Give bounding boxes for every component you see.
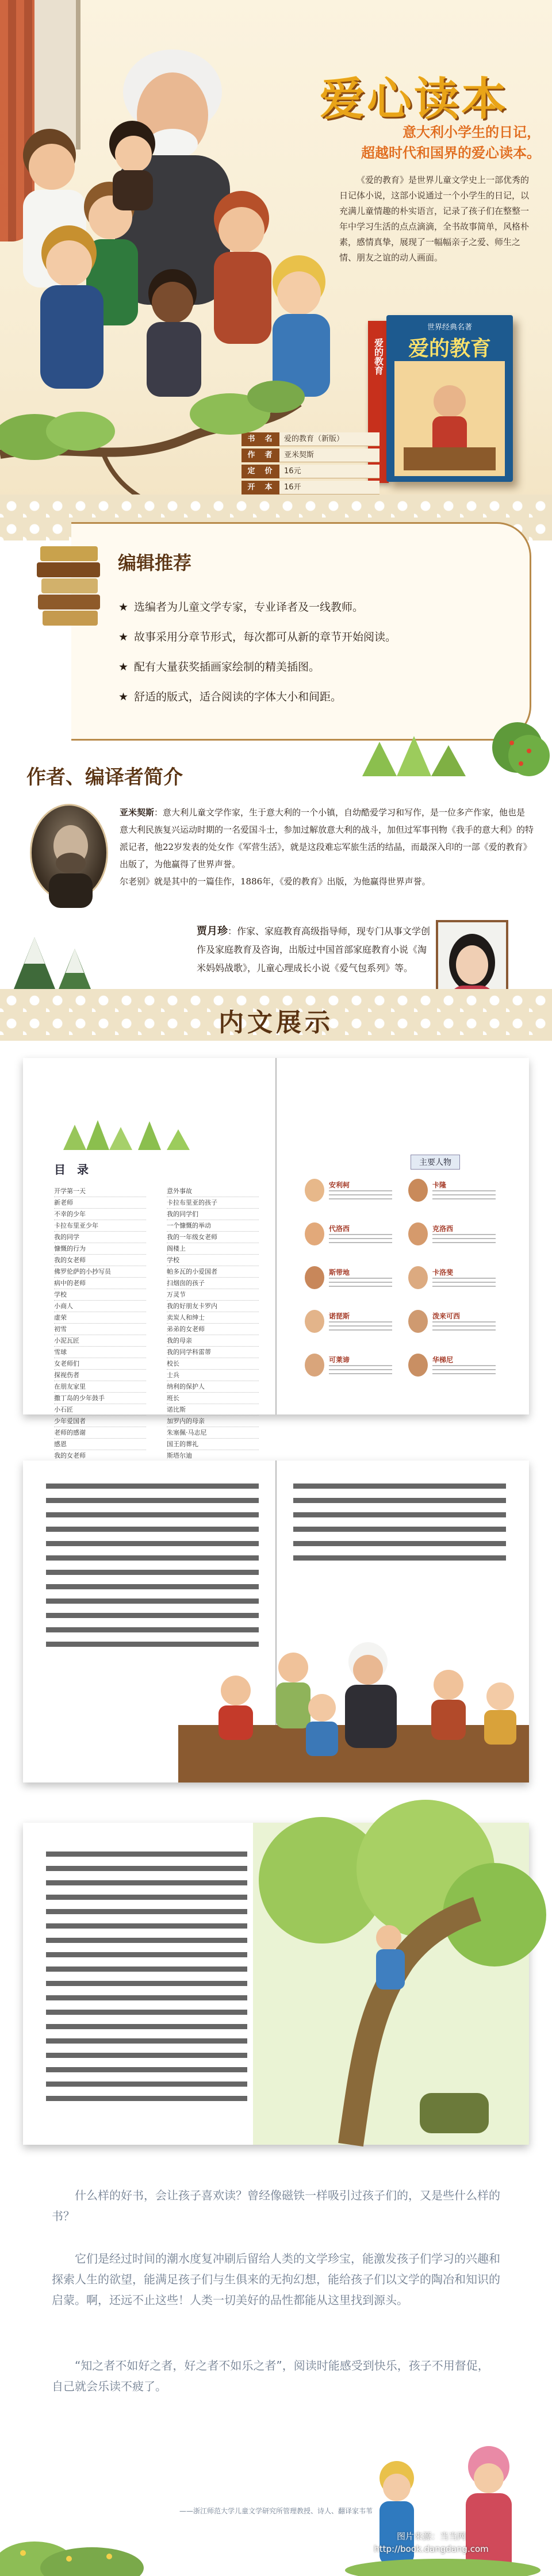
toc-entry: 探视伤者 <box>54 1370 146 1381</box>
info-key: 定 价 <box>241 465 279 478</box>
showcase-title: 内文展示 <box>218 1008 334 1037</box>
character-item <box>408 1179 500 1205</box>
book-intro: 《爱的教育》是世界儿童文学史上一部优秀的日记体小说，这部小说通过一个小学生的日记，以充满儿童情趣的朴实语言，记录了孩子们在整整一年中学习生活的点点滴滴，全书故事简单，风格朴素，感情真挚，展现了一幅幅亲子之爱、师生之情、朋友之谊的动人画面。 <box>339 175 530 263</box>
character-item <box>305 1266 397 1293</box>
toc-entry: 国王的葬礼 <box>167 1439 259 1450</box>
character-item <box>408 1354 500 1380</box>
recommend-item <box>118 652 509 682</box>
character-name: 泼来可西 <box>432 1312 461 1320</box>
toc-entry: 感恩 <box>54 1439 146 1450</box>
character-name: 安利柯 <box>329 1181 350 1189</box>
character-item <box>305 1310 397 1336</box>
book-spine-title: 爱的教育 <box>373 338 384 375</box>
character-portrait <box>408 1310 428 1333</box>
character-item <box>305 1354 397 1380</box>
sample-spread-classroom <box>23 1460 529 1782</box>
toc-heading: 目 录 <box>54 1163 89 1176</box>
toc-entry: 病中的老师 <box>54 1278 146 1289</box>
watermark-line-2: http://book.dangdang.com <box>374 2544 489 2554</box>
star-icon: ★ <box>118 691 129 703</box>
character-description <box>432 1190 496 1202</box>
toc-entry: 小石匠 <box>54 1404 146 1416</box>
recommend-item-text: 舒适的版式，适合阅读的字体大小和间距。 <box>134 691 342 703</box>
watermark-line-1: 图片来源：当当网 <box>396 2531 466 2542</box>
tree-climbing-illustration <box>253 1823 529 2145</box>
hero-subtitle <box>322 122 540 163</box>
character-portrait <box>305 1310 324 1333</box>
toc-entry: 我的女老师 <box>54 1450 146 1462</box>
info-value: 爱的教育（新版） <box>279 432 379 446</box>
character-name: 诺琵斯 <box>329 1312 350 1320</box>
character-description <box>432 1278 496 1289</box>
toc-entry: 慷慨的行为 <box>54 1243 146 1255</box>
books-stack-icon <box>34 535 103 632</box>
recommend-item <box>118 682 509 712</box>
closing-paragraph-2: 它们是经过时间的潮水度复冲刷后留给人类的文学珍宝，能激发孩子们学习的兴趣和探索人生的欲望，能满足孩子们与生俱来的无拘幻想，能给孩子们以文学的陶冶和知识的启蒙。啊，还远不止这些！人类一切美好的品性都能从这里找到源头。 <box>52 2252 500 2307</box>
toc-entry: 我的女老师 <box>54 1255 146 1266</box>
toc-entry: 新老师 <box>54 1197 146 1209</box>
toc-entry: 在朋友家里 <box>54 1381 146 1393</box>
character-portrait <box>408 1266 428 1289</box>
toc-entry: 学校 <box>54 1289 146 1301</box>
closing-paragraph-3: “知之者不如好之者，好之者不如乐之者”，阅读时能感受到快乐，孩子不用督促，自己就会乐读不疲了。 <box>52 2359 489 2393</box>
toc-trees-decoration <box>57 1116 207 1156</box>
toc-entry: 万灵节 <box>167 1289 259 1301</box>
toc-entry: 我的同学们 <box>167 1209 259 1220</box>
author-bio <box>120 804 534 890</box>
toc-entry: 一个慷慨的举动 <box>167 1220 259 1232</box>
page-fold <box>275 1058 277 1414</box>
info-key: 书 名 <box>241 432 279 446</box>
toc-entry: 我的母亲 <box>167 1335 259 1347</box>
toc-entry: 朱塞佩·马志尼 <box>167 1427 259 1439</box>
character-item <box>305 1179 397 1205</box>
toc-entry: 老师的感谢 <box>54 1427 146 1439</box>
toc-entry: 卡拉布里亚的孩子 <box>167 1197 259 1209</box>
toc-entry: 不幸的少年 <box>54 1209 146 1220</box>
info-key: 作 者 <box>241 448 279 462</box>
subtitle-line-2: 超越时代和国界的爱心读本。 <box>361 145 540 161</box>
character-portrait <box>305 1222 324 1245</box>
book-cover-illustration <box>386 315 513 482</box>
character-name: 卡隆 <box>432 1181 447 1189</box>
translator-bio-text: ：作家、家庭教育高级指导师，现专门从事文学创作及家庭教育及咨询，出版过中国首部家庭教育小说《淘米妈妈战歌》，儿童心理成长小说《爱气包系列》等。 <box>197 926 431 973</box>
star-icon: ★ <box>118 631 129 643</box>
character-item <box>408 1310 500 1336</box>
toc-entry: 佛罗伦萨的小抄写员 <box>54 1266 146 1278</box>
character-item <box>305 1222 397 1249</box>
toc-entry: 女老师们 <box>54 1358 146 1370</box>
star-icon: ★ <box>118 601 129 614</box>
bushes-decoration <box>356 713 552 782</box>
recommend-item <box>118 622 509 652</box>
info-value: 亚米契斯 <box>279 448 379 462</box>
bottom-children-illustration <box>356 2438 552 2576</box>
toc-entry: 初雪 <box>54 1324 146 1335</box>
character-portrait <box>305 1179 324 1202</box>
toc-entry: 意外事故 <box>167 1186 259 1197</box>
toc-entry: 校长 <box>167 1358 259 1370</box>
character-item <box>408 1222 500 1249</box>
character-description <box>329 1278 392 1289</box>
toc-entry: 开学第一天 <box>54 1186 146 1197</box>
toc-entry: 雪球 <box>54 1347 146 1358</box>
character-portrait <box>408 1354 428 1377</box>
toc-entry: 帕多瓦的小爱国者 <box>167 1266 259 1278</box>
recommend-item <box>118 592 509 622</box>
sample-text-block <box>293 1483 506 1570</box>
character-name: 克洛西 <box>432 1225 454 1233</box>
toc-entry: 班长 <box>167 1393 259 1404</box>
image-source-watermark <box>339 2530 523 2555</box>
toc-entry: 我的同学 <box>54 1232 146 1243</box>
author-bio-tail: 尔老别》就是其中的一篇佳作，1886年，《爱的教育》出版，为他赢得世界声誉。 <box>120 876 431 887</box>
editor-recommend-title: 编辑推荐 <box>118 552 192 574</box>
character-portrait <box>408 1179 428 1202</box>
recommend-item-text: 选编者为儿童文学专家，专业译者及一线教师。 <box>134 601 364 614</box>
author-bio-text: ：意大利儿童文学作家，生于意大利的一个小镇，自幼酷爱学习和写作，是一位多产作家，他也是意大利民族复兴运动时期的一名爱国斗士，参加过解放意大利的战斗，加但过军事刊物《我手的意大利》的特派记者，他22岁发表的处女作《军营生活》，就是这段难忘军旅生活的结晶，而最深入印的一部《爱的教育》出版了，为他赢得了世界声誉。 <box>120 807 534 869</box>
closing-paragraph-1: 什么样的好书，会让孩子喜欢读？曾经像磁铁一样吸引过孩子们的，又是些什么样的书？ <box>52 2188 500 2223</box>
character-description <box>329 1190 392 1202</box>
info-value: 16元 <box>279 465 379 478</box>
toc-entry: 我的好朋友卡罗内 <box>167 1301 259 1312</box>
character-name: 可莱谛 <box>329 1356 350 1364</box>
toc-entry: 小泥瓦匠 <box>54 1335 146 1347</box>
sample-spread-tree <box>23 1823 529 2145</box>
translator-bio <box>197 922 432 977</box>
author-name: 亚米契斯 <box>120 807 155 818</box>
toc-entry: 士兵 <box>167 1370 259 1381</box>
character-description <box>329 1321 392 1333</box>
character-description <box>432 1234 496 1245</box>
toc-entry: 纳利的保护人 <box>167 1381 259 1393</box>
characters-label: 主要人物 <box>411 1155 460 1170</box>
bottom-bush-decoration <box>0 2524 150 2576</box>
character-description <box>329 1234 392 1245</box>
toc-entry: 撒丁岛的少年鼓手 <box>54 1393 146 1404</box>
page-title: 爱心读本 <box>319 73 508 125</box>
character-portrait <box>305 1266 324 1289</box>
sample-spread-toc <box>23 1058 529 1459</box>
toc-entry: 虚荣 <box>54 1312 146 1324</box>
star-icon: ★ <box>118 661 129 673</box>
character-name: 卡洛斐 <box>432 1268 454 1276</box>
character-description <box>432 1321 496 1333</box>
character-item <box>408 1266 500 1293</box>
hero-section <box>0 0 552 518</box>
character-portrait <box>305 1354 324 1377</box>
toc-entry: 扫烟囱的孩子 <box>167 1278 259 1289</box>
toc-entry: 卖炭人和绅士 <box>167 1312 259 1324</box>
character-portrait <box>408 1222 428 1245</box>
closing-signature: ——浙江师范大学儿童文学研究所管理教授、诗人、翻译家韦苇 <box>179 2507 373 2515</box>
authors-section-title: 作者、编译者简介 <box>26 766 183 789</box>
editor-recommend-list <box>118 592 509 712</box>
character-name: 华梯尼 <box>432 1356 454 1364</box>
book-cover-image[interactable] <box>386 315 513 482</box>
toc-entry: 少年爱国者 <box>54 1416 146 1427</box>
toc-entry: 弟弟的女老师 <box>167 1324 259 1335</box>
toc-entry: 我的一年级女老师 <box>167 1232 259 1243</box>
book-cover-title: 爱的教育 <box>408 336 491 361</box>
classroom-illustration <box>178 1610 529 1782</box>
character-description <box>329 1365 392 1377</box>
toc-entry: 学校 <box>167 1255 259 1266</box>
author-portrait <box>30 804 108 902</box>
info-value: 16开 <box>279 481 379 494</box>
toc-entry: 诺比斯 <box>167 1404 259 1416</box>
toc-entry: 我的同学科雷蒂 <box>167 1347 259 1358</box>
subtitle-line-1: 意大利小学生的日记， <box>402 124 540 140</box>
toc-entry: 加罗内的母亲 <box>167 1416 259 1427</box>
toc-entry: 卡拉布里亚少年 <box>54 1220 146 1232</box>
toc-entry: 斯塔尔迪 <box>167 1450 259 1462</box>
translator-name: 贾月珍 <box>197 925 228 937</box>
sample-text-block <box>46 1851 247 2104</box>
character-description <box>432 1365 496 1377</box>
book-series: 世界经典名著 <box>427 323 472 332</box>
toc-entry: 阁楼上 <box>167 1243 259 1255</box>
character-name: 代洛西 <box>329 1225 350 1233</box>
recommend-item-text: 配有大量获奖插画家绘制的精美插图。 <box>134 661 320 673</box>
character-name: 斯带地 <box>329 1268 350 1276</box>
recommend-item-text: 故事采用分章节形式，每次都可从新的章节开始阅读。 <box>134 631 397 643</box>
info-key: 开 本 <box>241 481 279 494</box>
toc-entry: 小商人 <box>54 1301 146 1312</box>
